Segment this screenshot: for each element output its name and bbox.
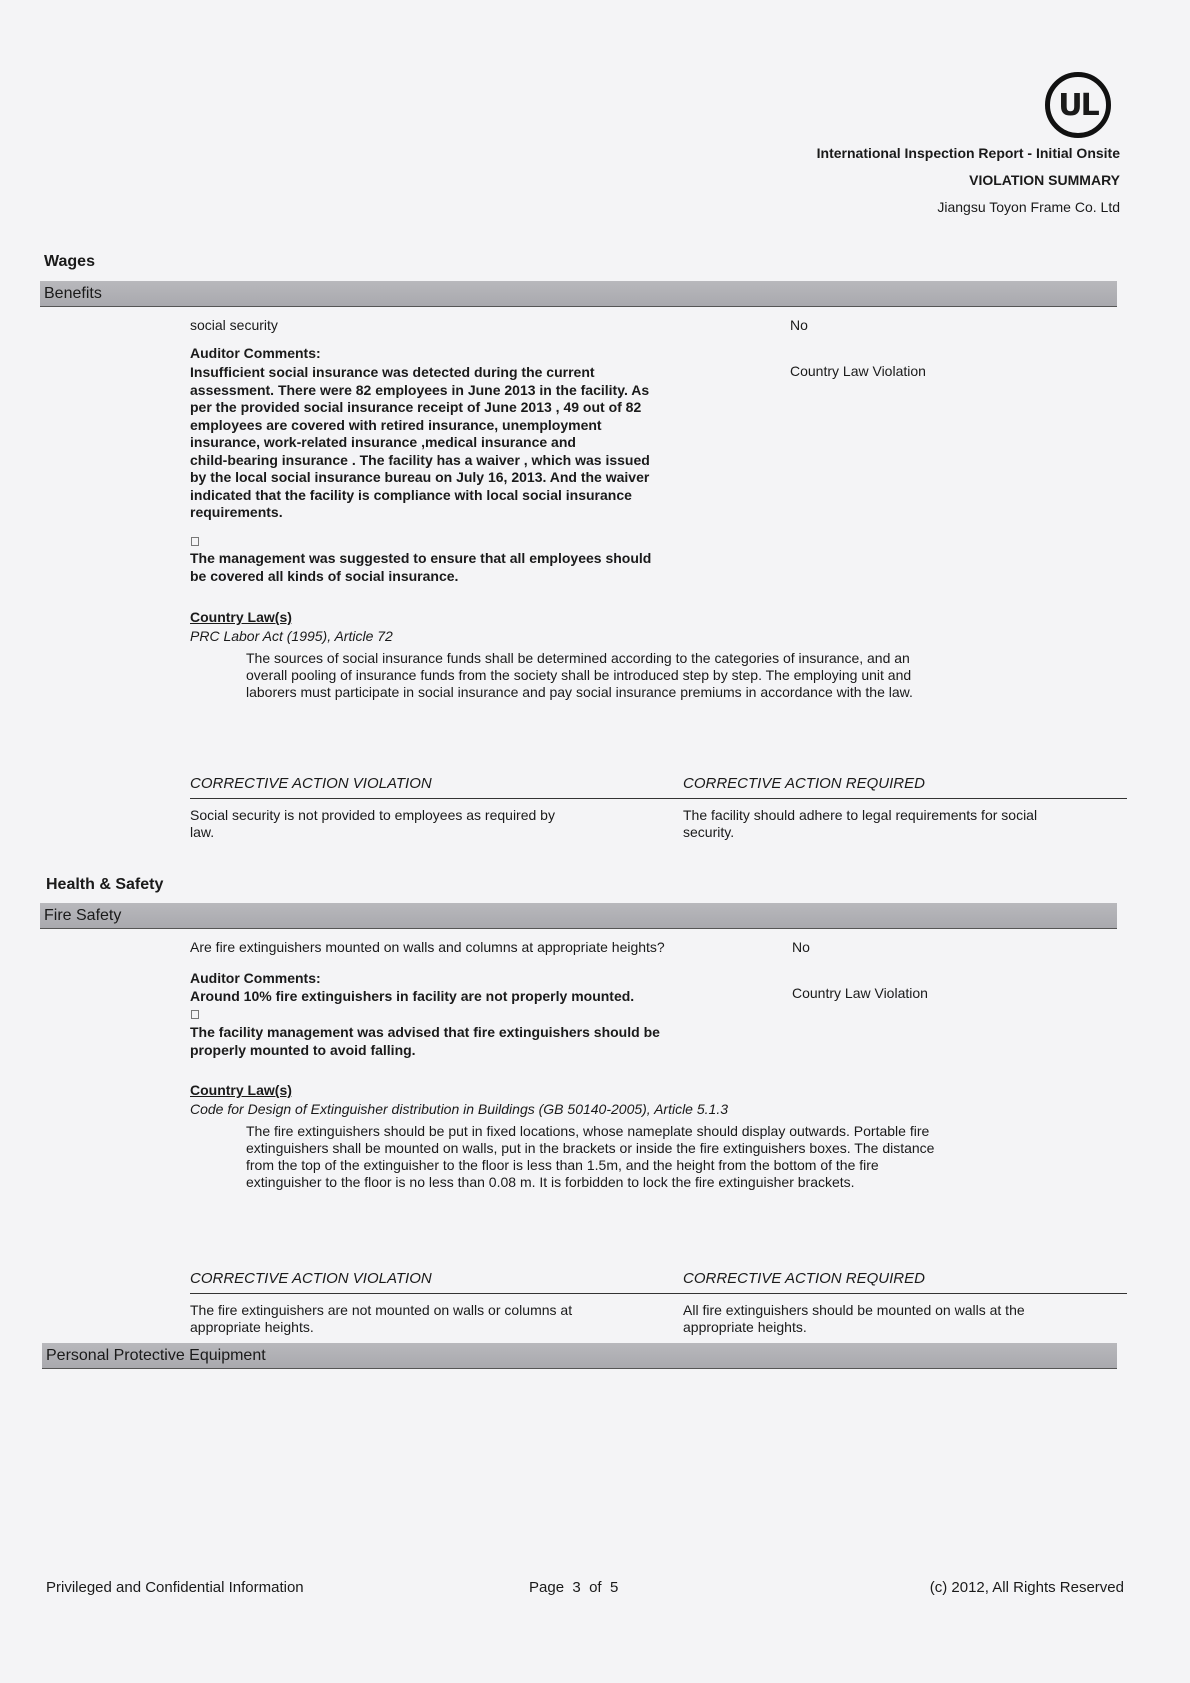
question-text: Are fire extinguishers mounted on walls and columns at appropriate heights? (190, 939, 665, 955)
divider (190, 798, 1127, 799)
answer-value: No (792, 939, 810, 955)
auditor-suggestion: The facility management was advised that fire extinguishers should be properly mounted to avoid falling. (190, 1024, 660, 1058)
subsection-label: Fire Safety (44, 907, 122, 924)
corrective-action-violation-label: CORRECTIVE ACTION VIOLATION (190, 1270, 432, 1287)
report-title: International Inspection Report - Initial Onsite (816, 145, 1120, 161)
corrective-action-violation-label: CORRECTIVE ACTION VIOLATION (190, 775, 432, 792)
ul-logo-text: UL (1058, 87, 1098, 123)
auditor-comments-label: Auditor Comments: (190, 970, 321, 986)
corrective-action-violation-text: The fire extinguishers are not mounted on walls or columns at appropriate heights. (190, 1302, 573, 1335)
summary-title: VIOLATION SUMMARY (969, 172, 1120, 188)
subsection-bar-benefits (40, 281, 1117, 307)
auditor-suggestion: The management was suggested to ensure that all employees should be covered all kinds of social insurance. (190, 550, 652, 584)
corrective-action-required-text: The facility should adhere to legal requirements for social security. (683, 807, 1038, 840)
footer-page-number: Page 3 of 5 (529, 1579, 619, 1596)
section-title-wages: Wages (44, 253, 95, 270)
auditor-comments: Around 10% fire extinguishers in facility are not properly mounted. (190, 988, 635, 1004)
footer-confidential: Privileged and Confidential Information (46, 1579, 304, 1596)
subsection-label: Benefits (44, 285, 102, 302)
placeholder-glyph-icon (191, 1010, 199, 1019)
auditor-comments: Insufficient social insurance was detected during the current assessment. There were 82 employees in June 2013 in the facility. As per the provided social insurance receipt of June 2013 , 49 out of 82 employees are covered with retired insurance, unemployment insurance, work-related insurance ,medical insurance and child-bearing insurance . The facility has a waiver , which was issued by the local social insurance bureau on July 16, 2013. And the waiver indicated that the facility is compliance with local social insurance requirements. (190, 364, 650, 520)
question-text: social security (190, 317, 278, 333)
violation-type: Country Law Violation (792, 985, 928, 1001)
section-title-health-safety: Health & Safety (46, 876, 164, 893)
corrective-action-required-label: CORRECTIVE ACTION REQUIRED (683, 775, 925, 792)
law-text: The fire extinguishers should be put in fixed locations, whose nameplate should display outwards. Portable fire extinguishers shall be mounted on walls, put in the brackets or inside the fire extinguishers boxes. The distance from the top of the extinguisher to the floor is less than 1.5m, and the height from the bottom of the fire extinguisher to the floor is no less than 0.08 m. It is forbidden to lock the fire extinguisher brackets. (246, 1123, 935, 1190)
country-law-label: Country Law(s) (190, 1082, 292, 1098)
subsection-bar-ppe (42, 1343, 1117, 1369)
violation-type: Country Law Violation (790, 363, 926, 379)
law-reference: PRC Labor Act (1995), Article 72 (190, 628, 393, 644)
auditor-comments-label: Auditor Comments: (190, 345, 321, 361)
placeholder-glyph-icon (191, 537, 199, 546)
subsection-label: Personal Protective Equipment (46, 1347, 266, 1364)
country-law-label: Country Law(s) (190, 609, 292, 625)
corrective-action-required-text: All fire extinguishers should be mounted on walls at the appropriate heights. (683, 1302, 1025, 1335)
footer-copyright: (c) 2012, All Rights Reserved (929, 1579, 1124, 1596)
divider (190, 1293, 1127, 1294)
corrective-action-required-label: CORRECTIVE ACTION REQUIRED (683, 1270, 925, 1287)
law-text: The sources of social insurance funds shall be determined according to the categories of insurance, and an overall pooling of insurance funds from the society shall be introduced step by step. The employing unit and laborers must participate in social insurance and pay social insurance premiums in accordance with the law. (246, 650, 913, 700)
ul-logo (1045, 72, 1111, 138)
company-name: Jiangsu Toyon Frame Co. Ltd (937, 199, 1120, 215)
corrective-action-violation-text: Social security is not provided to employees as required by law. (190, 807, 555, 840)
law-reference: Code for Design of Extinguisher distribution in Buildings (GB 50140-2005), Article 5.1.3 (190, 1101, 728, 1117)
subsection-bar-fire-safety (40, 903, 1117, 929)
answer-value: No (790, 317, 808, 333)
